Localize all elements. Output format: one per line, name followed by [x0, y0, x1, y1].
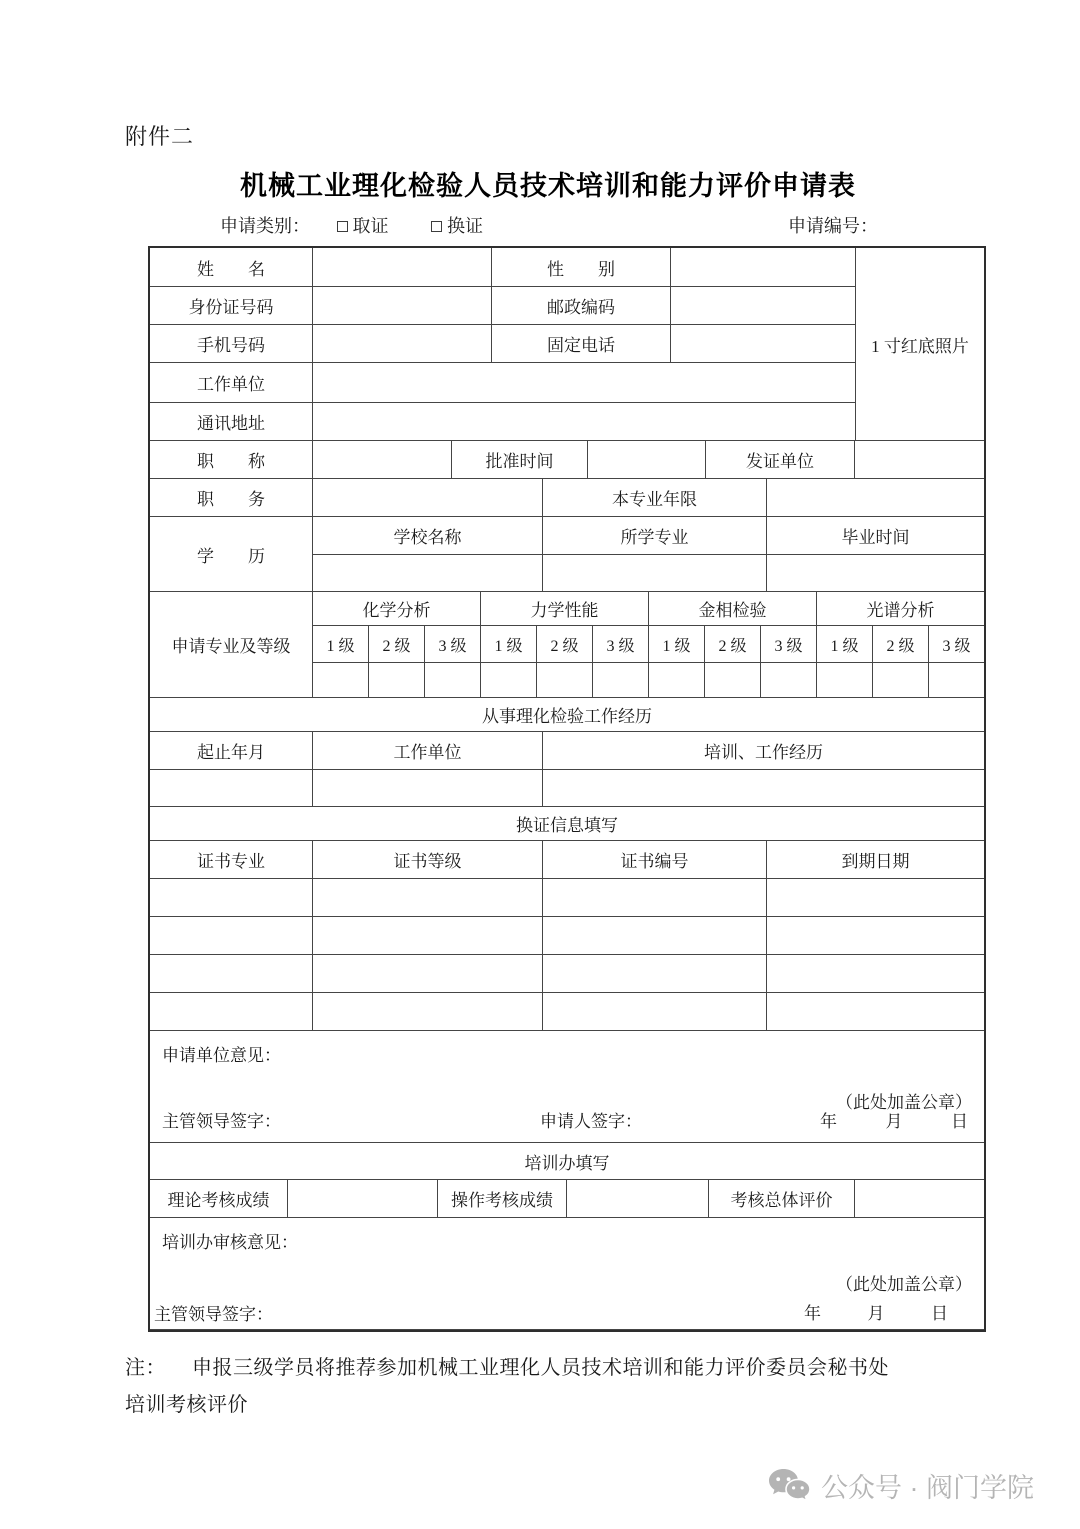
footnote-prefix: 注： — [125, 1357, 166, 1379]
level-value-cell — [929, 663, 984, 697]
landline-label: 固定电话 — [492, 325, 671, 362]
footnote — [125, 1350, 995, 1424]
mobile-label: 手机号码 — [150, 325, 313, 362]
apply-option-obtain-label: 取证 — [352, 216, 389, 236]
education-header-row — [313, 517, 984, 555]
employer-value-cell — [313, 363, 855, 402]
level-label: 1 级 — [649, 626, 705, 662]
apply-option-renew-label: 换证 — [447, 216, 483, 236]
gender-value-cell — [671, 248, 855, 286]
cert-expiry-value-cell — [767, 993, 984, 1030]
employer-column-header: 工作单位 — [313, 732, 543, 769]
leader-signature-label: 主管领导签字： — [154, 1305, 273, 1324]
major-spectral-label: 光谱分析 — [866, 601, 935, 620]
date-fields — [804, 1299, 948, 1324]
gender-label: 性 别 — [492, 248, 671, 286]
employer-label: 工作单位 — [150, 363, 313, 402]
footnote-line1 — [125, 1350, 995, 1387]
cert-major-value-cell — [150, 955, 313, 992]
postal-code-label: 邮政编码 — [492, 287, 671, 324]
date-month-label: 月 — [867, 1304, 885, 1323]
level-label: 1 级 — [817, 626, 873, 662]
cert-expiry-column-header: 到期日期 — [841, 852, 910, 871]
seal-note: （此处加盖公章） — [836, 1093, 972, 1112]
major-metallographic-label: 金相检验 — [649, 592, 817, 625]
theory-score-value-cell — [288, 1180, 438, 1217]
cert-level-column-header: 证书等级 — [313, 841, 543, 878]
period-value-cell — [150, 770, 313, 806]
address-label: 通讯地址 — [150, 403, 313, 440]
watermark — [767, 1466, 1034, 1505]
footnote-text2: 培训考核评价 — [125, 1394, 248, 1416]
work-history-section-title: 从事理化检验工作经历 — [150, 698, 984, 732]
work-history-value-row — [150, 770, 984, 807]
studied-major-label: 所学专业 — [543, 517, 767, 554]
level-label: 3 级 — [425, 626, 481, 662]
approval-time-value-cell — [588, 441, 706, 478]
photo-placeholder: 1 寸红底照片 — [855, 248, 984, 440]
graduation-time-value-cell — [767, 555, 984, 591]
years-in-major-value-cell — [767, 479, 984, 516]
level-value-cell — [761, 663, 817, 697]
page-title: 机械工业理化检验人员技术培训和能力评价申请表 — [240, 171, 856, 201]
cert-level-value-cell — [313, 955, 543, 992]
application-form-table — [148, 246, 986, 1332]
cert-number-value-cell — [543, 879, 767, 916]
training-office-section-title: 培训办填写 — [150, 1143, 984, 1180]
level-value-cell — [369, 663, 425, 697]
address-value-cell — [313, 403, 855, 440]
checkbox-obtain-icon — [337, 221, 348, 232]
level-value-cell — [705, 663, 761, 697]
training-review-label: 培训办审核意见： — [162, 1233, 298, 1252]
education-block — [150, 517, 984, 592]
major-level-right — [313, 592, 984, 697]
cert-level-value-cell — [313, 993, 543, 1030]
postal-code-value-cell — [671, 287, 855, 324]
leader-signature-label: 主管领导签字： — [162, 1112, 281, 1131]
cert-major-value-cell — [150, 879, 313, 916]
level-label: 1 级 — [313, 626, 369, 662]
wechat-icon — [767, 1467, 811, 1505]
date-year-label: 年 — [804, 1304, 821, 1323]
renewal-value-row — [150, 917, 984, 955]
renewal-value-row — [150, 879, 984, 917]
level-value-cell — [537, 663, 593, 697]
approval-time-label: 批准时间 — [452, 441, 588, 478]
date-day-label: 日 — [951, 1112, 968, 1131]
table-row — [150, 248, 855, 287]
employer-value-cell — [313, 770, 543, 806]
level-label: 2 级 — [705, 626, 761, 662]
scores-row — [150, 1180, 984, 1218]
studied-major-value-cell — [543, 555, 767, 591]
date-year-label: 年 — [820, 1112, 837, 1131]
cert-number-column-header: 证书编号 — [543, 841, 767, 878]
major-level-block — [150, 592, 984, 698]
period-column-header: 起止年月 — [150, 732, 313, 769]
level-label: 2 级 — [873, 626, 929, 662]
graduation-time-label: 毕业时间 — [841, 528, 910, 547]
watermark-text: 公众号 · 阀门学院 — [821, 1473, 1034, 1503]
overall-eval-label: 考核总体评价 — [709, 1180, 855, 1217]
renewal-header-row — [150, 841, 984, 879]
major-group-row — [313, 592, 984, 626]
date-fields — [820, 1107, 968, 1132]
renewal-value-row — [150, 993, 984, 1031]
major-mechanical-label: 力学性能 — [481, 592, 649, 625]
mobile-value-cell — [313, 325, 492, 362]
basic-info-left — [150, 248, 855, 440]
id-number-value-cell — [313, 287, 492, 324]
footnote-text1: 申报三级学员将推荐参加机械工业理化人员技术培训和能力评价委员会秘书处 — [192, 1357, 889, 1379]
renewal-section-title: 换证信息填写 — [150, 807, 984, 841]
date-day-label: 日 — [931, 1304, 948, 1323]
professional-title-value-cell — [313, 441, 452, 478]
cert-expiry-value-cell — [767, 879, 984, 916]
level-value-cell — [313, 663, 369, 697]
professional-title-row — [150, 441, 984, 479]
level-label: 1 级 — [481, 626, 537, 662]
level-label: 2 级 — [369, 626, 425, 662]
position-row — [150, 479, 984, 517]
employer-opinion-block — [150, 1031, 984, 1143]
attachment-label: 附件二 — [125, 124, 195, 149]
table-row — [150, 287, 855, 325]
table-row — [150, 363, 855, 403]
table-row — [150, 403, 855, 440]
level-value-cell — [873, 663, 929, 697]
cert-expiry-value-cell — [767, 917, 984, 954]
cert-level-value-cell — [313, 879, 543, 916]
education-right — [313, 517, 984, 591]
cert-number-value-cell — [543, 993, 767, 1030]
level-label: 3 级 — [593, 626, 649, 662]
major-chemical-label: 化学分析 — [313, 592, 481, 625]
level-value-cell — [425, 663, 481, 697]
cert-major-column-header: 证书专业 — [150, 841, 313, 878]
table-row — [150, 325, 855, 363]
basic-info-block — [150, 248, 984, 441]
cert-number-value-cell — [543, 917, 767, 954]
name-label: 姓 名 — [150, 248, 313, 286]
issuing-unit-label: 发证单位 — [706, 441, 855, 478]
date-month-label: 月 — [885, 1112, 903, 1131]
apply-option-renew — [431, 216, 483, 236]
level-header-row — [313, 626, 984, 663]
training-review-block — [150, 1218, 984, 1330]
apply-type-label: 申请类别： — [220, 216, 310, 236]
level-value-cell — [593, 663, 649, 697]
level-value-cell — [817, 663, 873, 697]
cert-expiry-value-cell — [767, 955, 984, 992]
apply-option-obtain — [337, 216, 394, 236]
level-label: 2 级 — [537, 626, 593, 662]
position-value-cell — [313, 479, 543, 516]
practice-score-value-cell — [567, 1180, 709, 1217]
years-in-major-label: 本专业年限 — [543, 479, 767, 516]
employer-opinion-label: 申请单位意见： — [162, 1046, 281, 1065]
position-label: 职 务 — [150, 479, 313, 516]
education-label: 学 历 — [150, 517, 313, 591]
landline-value-cell — [671, 325, 855, 362]
issuing-unit-value-cell — [855, 441, 984, 478]
checkbox-renew-icon — [431, 221, 442, 232]
applicant-signature-label: 申请人签字： — [540, 1112, 642, 1131]
professional-title-label: 职 称 — [150, 441, 313, 478]
cert-major-value-cell — [150, 917, 313, 954]
level-value-row — [313, 663, 984, 697]
work-history-header-row — [150, 732, 984, 770]
name-value-cell — [313, 248, 492, 286]
application-number-label: 申请编号： — [788, 216, 878, 236]
experience-value-cell — [543, 770, 984, 806]
level-label: 3 级 — [942, 637, 971, 655]
cert-number-value-cell — [543, 955, 767, 992]
level-value-cell — [649, 663, 705, 697]
level-label: 3 级 — [761, 626, 817, 662]
major-level-label: 申请专业及等级 — [150, 592, 313, 697]
seal-note: （此处加盖公章） — [836, 1275, 972, 1294]
level-value-cell — [481, 663, 537, 697]
experience-column-header: 培训、工作经历 — [704, 743, 823, 762]
overall-eval-value-cell — [855, 1180, 984, 1217]
school-name-label: 学校名称 — [313, 517, 543, 554]
theory-score-label: 理论考核成绩 — [150, 1180, 288, 1217]
renewal-value-row — [150, 955, 984, 993]
practice-score-label: 操作考核成绩 — [438, 1180, 567, 1217]
cert-level-value-cell — [313, 917, 543, 954]
apply-type-row — [150, 212, 984, 240]
cert-major-value-cell — [150, 993, 313, 1030]
id-number-label: 身份证号码 — [150, 287, 313, 324]
education-value-row — [313, 555, 984, 591]
school-name-value-cell — [313, 555, 543, 591]
